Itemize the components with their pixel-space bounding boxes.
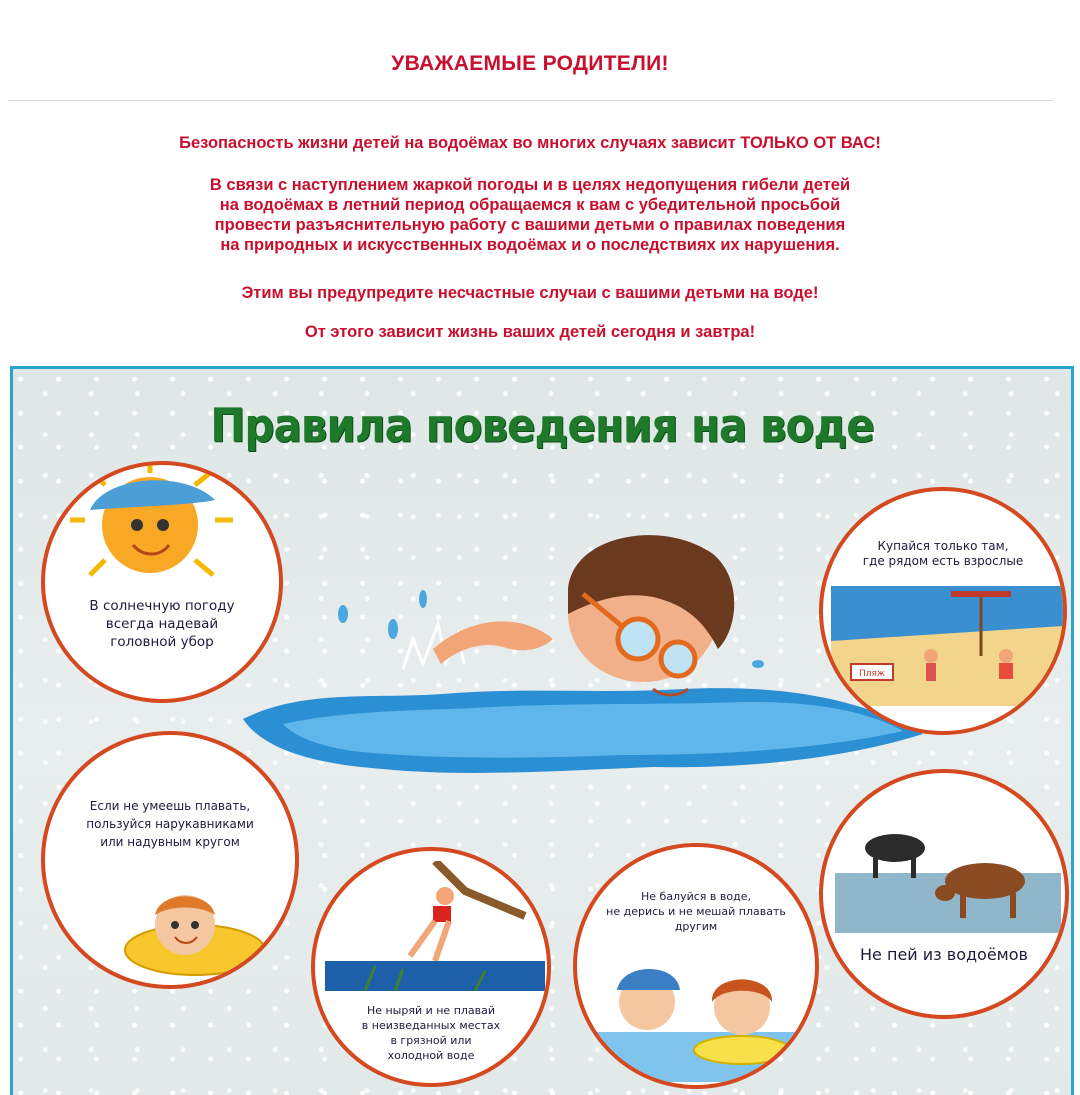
- rule-no-drinking: [819, 769, 1069, 1019]
- lead-text: Безопасность жизни детей на водоёмах во многих случаях зависит ТОЛЬКО ОТ ВАС!: [179, 134, 881, 152]
- beach-sign-label: Пляж: [858, 669, 886, 679]
- divider: [8, 100, 1054, 101]
- beach-scene-illustration: [831, 586, 1063, 706]
- appeal-line: В связи с наступлением жаркой погоды и в целях недопущения гибели детей: [209, 176, 851, 194]
- water-safety-poster: [10, 366, 1074, 1095]
- rule-line: головной убор: [110, 634, 214, 650]
- warning-paragraph: Этим вы предупредите несчастные случаи с вашими детьми на воде!: [241, 284, 819, 302]
- rule-line: Не ныряй и не плавай: [366, 1004, 496, 1017]
- rule-line: Купайся только там,: [877, 539, 1009, 553]
- rule-diving-text: [315, 1003, 547, 1063]
- rule-line: другим: [674, 920, 718, 933]
- rule-line: где рядом есть взрослые: [862, 554, 1024, 568]
- appeal-line: на водоёмах в летний период обращаемся к вам с убедительной просьбой: [219, 196, 841, 214]
- rule-line: Не балуйся в воде,: [641, 890, 751, 903]
- rule-no-rough-play: [573, 843, 819, 1089]
- appeal-paragraph: [40, 175, 1020, 255]
- child-swim-ring-illustration: [105, 875, 275, 985]
- rule-line: в неизведанных местах: [361, 1019, 501, 1032]
- cows-at-water-illustration: [835, 813, 1061, 933]
- rule-swim-aids-text: [45, 797, 295, 851]
- rule-line: или надувным кругом: [100, 835, 240, 849]
- rule-adults-text: [823, 539, 1063, 569]
- rule-line: В солнечную погоду: [89, 598, 235, 614]
- page-header: [0, 0, 1080, 362]
- rule-line: не дерись и не мешай плавать: [606, 905, 786, 918]
- rule-drink-text: Не пей из водоёмов: [860, 945, 1028, 964]
- children-playing-illustration: [592, 942, 808, 1082]
- rule-play-text: [577, 889, 815, 934]
- rule-swim-with-adults: [819, 487, 1067, 735]
- rule-line: в грязной или: [390, 1034, 472, 1047]
- page-title: УВАЖАЕМЫЕ РОДИТЕЛИ!: [391, 52, 669, 75]
- rule-line: Если не умеешь плавать,: [89, 799, 251, 813]
- rule-line: холодной воде: [387, 1049, 475, 1062]
- poster-title: Правила поведения на воде: [210, 398, 874, 453]
- rule-swim-aids: [41, 731, 299, 989]
- diving-boy-illustration: [325, 861, 545, 991]
- appeal-line: провести разъяснительную работу с вашими детьми о правилах поведения: [214, 216, 846, 234]
- rule-no-diving: [311, 847, 551, 1087]
- rule-line: пользуйся нарукавниками: [86, 817, 254, 831]
- rule-sun-hat: [41, 461, 283, 703]
- closing-paragraph: От этого зависит жизнь ваших детей сегодня и завтра!: [304, 323, 756, 341]
- sun-icon: [65, 465, 235, 595]
- appeal-line: на природных и искусственных водоёмах и о последствиях их нарушения.: [220, 236, 840, 254]
- rule-line: всегда надевай: [105, 616, 219, 632]
- rule-sun-text: [45, 597, 279, 651]
